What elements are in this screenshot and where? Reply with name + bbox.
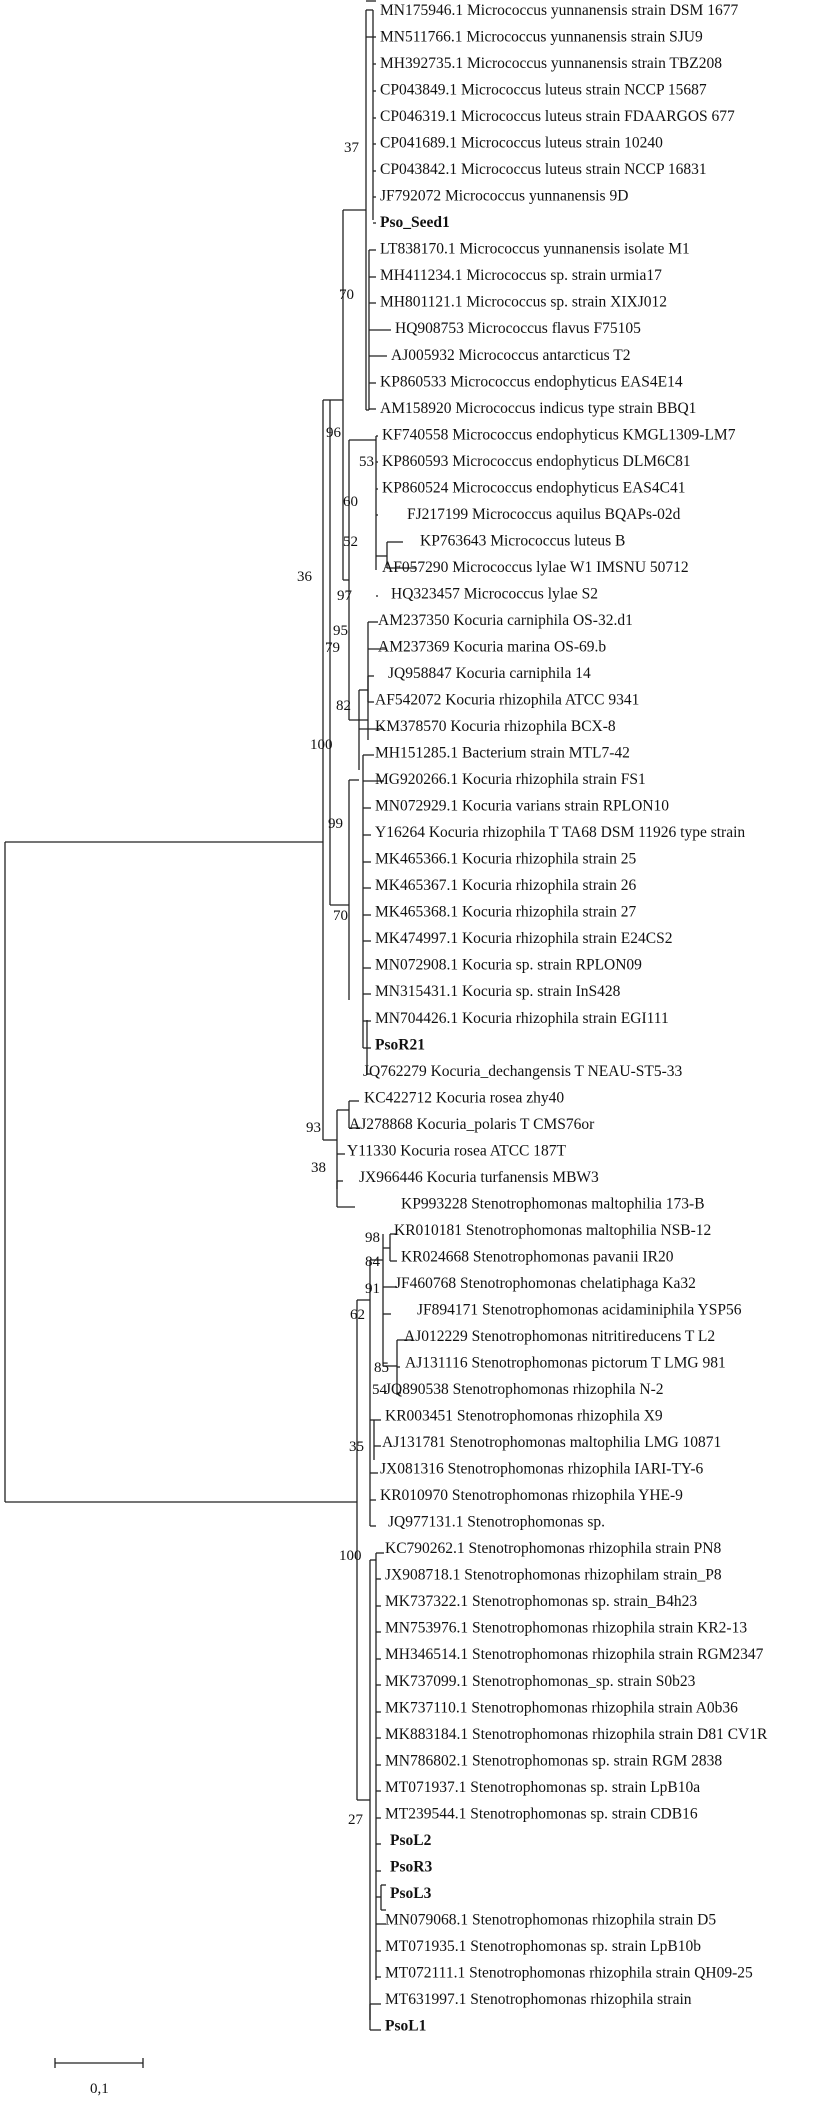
isolate-label: PsoR21 [375,1036,425,1054]
taxon-label: JQ958847 Kocuria carniphila 14 [388,665,591,682]
taxon-label: KM378570 Kocuria rhizophila BCX-8 [375,718,616,735]
taxon-label: AM158920 Micrococcus indicus type strain BBQ1 [380,399,697,417]
taxon-label: CP043842.1 Micrococcus luteus strain NCCP 16831 [380,161,707,179]
taxon-label: MK737110.1 Stenotrophomonas rhizophila strain A0b36 [385,1699,738,1717]
taxon-label: MT239544.1 Stenotrophomonas sp. strain CDB16 [385,1805,698,1823]
taxon-label: KF740558 Micrococcus endophyticus KMGL1309-LM7 [382,426,736,444]
taxon-label: JX081316 Stenotrophomonas rhizophila IARI-TY-6 [380,1460,704,1478]
taxon-label: KR010970 Stenotrophomonas rhizophila YHE-9 [380,1487,683,1505]
taxon-label: JF792072 Micrococcus yunnanensis 9D [380,187,629,205]
taxon-label: MK465366.1 Kocuria rhizophila strain 25 [375,850,637,868]
taxon-labels [347,2,768,2035]
taxon-label: MN753976.1 Stenotrophomonas rhizophila strain KR2-13 [385,1619,748,1637]
taxon-label: AJ005932 Micrococcus antarcticus T2 [391,346,631,364]
taxon-label: MH801121.1 Micrococcus sp. strain XIXJ012 [380,293,667,311]
bootstrap-value: 98 [365,1230,380,1246]
bootstrap-value: 70 [339,287,354,303]
taxon-label: MN704426.1 Kocuria rhizophila strain EGI111 [375,1009,669,1027]
taxon-label: KP860533 Micrococcus endophyticus EAS4E14 [380,373,683,391]
bootstrap-value: 93 [306,1120,321,1136]
taxon-label: KR024668 Stenotrophomonas pavanii IR20 [401,1248,674,1266]
taxon-label: LT838170.1 Micrococcus yunnanensis isolate M1 [380,240,690,258]
taxon-label: JQ890538 Stenotrophomonas rhizophila N-2 [385,1381,664,1398]
tree-branches [5,1,416,2030]
taxon-label: JX908718.1 Stenotrophomonas rhizophilam strain_P8 [385,1566,722,1584]
taxon-label: AJ131781 Stenotrophomonas maltophilia LMG 10871 [382,1434,722,1452]
bootstrap-value: 38 [311,1160,326,1176]
taxon-label: MN079068.1 Stenotrophomonas rhizophila strain D5 [385,1911,717,1929]
taxon-label: MN315431.1 Kocuria sp. strain InS428 [375,983,621,1001]
taxon-label: MH392735.1 Micrococcus yunnanensis strain TBZ208 [380,55,722,72]
taxon-label: KP763643 Micrococcus luteus B [420,532,626,550]
taxon-label: AF542072 Kocuria rhizophila ATCC 9341 [375,691,640,709]
taxon-label: KP993228 Stenotrophomonas maltophilia 173-B [401,1195,705,1213]
bootstrap-value: 37 [344,140,359,156]
taxon-label: AJ131116 Stenotrophomonas pictorum T LMG 981 [405,1354,726,1372]
taxon-label: MT071935.1 Stenotrophomonas sp. strain LpB10b [385,1938,702,1955]
taxon-label: MK465368.1 Kocuria rhizophila strain 27 [375,903,637,921]
bootstrap-value: 54 [372,1382,387,1398]
taxon-label: JF894171 Stenotrophomonas acidaminiphila YSP56 [417,1301,742,1319]
taxon-label: AM237350 Kocuria carniphila OS-32.d1 [378,612,633,629]
taxon-label: JQ762279 Kocuria_dechangensis T NEAU-ST5-33 [363,1062,683,1080]
taxon-label: MH411234.1 Micrococcus sp. strain urmia17 [380,267,662,285]
bootstrap-value: 97 [337,588,352,604]
bootstrap-value: 85 [374,1360,389,1376]
taxon-label: HQ323457 Micrococcus lylae S2 [391,585,599,603]
taxon-label: JX966446 Kocuria turfanensis MBW3 [359,1168,599,1186]
bootstrap-value: 60 [343,494,358,510]
isolate-label: Pso_Seed1 [380,214,450,232]
taxon-label: MH346514.1 Stenotrophomonas rhizophila strain RGM2347 [385,1646,764,1664]
bootstrap-value: 79 [325,640,340,656]
taxon-label: JF460768 Stenotrophomonas chelatiphaga Ka32 [395,1275,696,1292]
bootstrap-value: 100 [310,737,333,753]
taxon-label: KC422712 Kocuria rosea zhy40 [364,1089,565,1107]
bootstrap-value: 95 [333,623,348,639]
taxon-label: KR003451 Stenotrophomonas rhizophila X9 [385,1407,663,1425]
bootstrap-value: 27 [348,1812,363,1828]
bootstrap-value: 52 [343,534,358,550]
taxon-label: MK474997.1 Kocuria rhizophila strain E24CS2 [375,930,673,948]
bootstrap-value: 53 [359,454,374,470]
taxon-label: CP043849.1 Micrococcus luteus strain NCCP 15687 [380,81,707,99]
bootstrap-value: 36 [297,569,312,585]
taxon-label: HQ908753 Micrococcus flavus F75105 [395,320,641,338]
taxon-label: MN072929.1 Kocuria varians strain RPLON10 [375,797,670,815]
taxon-label: MK465367.1 Kocuria rhizophila strain 26 [375,877,637,895]
taxon-label: MN175946.1 Micrococcus yunnanensis strain DSM 1677 [380,2,739,19]
taxon-label: MG920266.1 Kocuria rhizophila strain FS1 [375,771,646,789]
bootstrap-value: 99 [328,816,343,832]
taxon-label: KP860524 Micrococcus endophyticus EAS4C41 [382,479,686,497]
isolate-label: PsoL3 [390,1884,432,1902]
taxon-label: MH151285.1 Bacterium strain MTL7-42 [375,744,630,762]
taxon-label: Y11330 Kocuria rosea ATCC 187T [347,1142,566,1160]
taxon-label: MN511766.1 Micrococcus yunnanensis strain SJU9 [380,28,703,46]
taxon-label: MK883184.1 Stenotrophomonas rhizophila strain D81 CV1R [385,1725,768,1743]
isolate-label: PsoL1 [385,2017,427,2035]
bootstrap-value: 96 [326,425,341,441]
isolate-label: PsoL2 [390,1831,432,1849]
bootstrap-value: 70 [333,908,348,924]
taxon-label: CP041689.1 Micrococcus luteus strain 10240 [380,134,663,152]
taxon-label: FJ217199 Micrococcus aquilus BQAPs-02d [407,505,681,523]
taxon-label: JQ977131.1 Stenotrophomonas sp. [388,1513,605,1531]
bootstrap-value: 91 [365,1281,380,1297]
taxon-label: MK737099.1 Stenotrophomonas_sp. strain S0b23 [385,1672,696,1690]
bootstrap-value: 84 [365,1254,380,1270]
bootstrap-value: 35 [349,1439,364,1455]
taxon-label: MK737322.1 Stenotrophomonas sp. strain_B4h23 [385,1593,698,1611]
taxon-label: Y16264 Kocuria rhizophila T TA68 DSM 11926 type strain [375,824,746,842]
taxon-label: MT072111.1 Stenotrophomonas rhizophila strain QH09-25 [385,1964,753,1982]
isolate-label: PsoR3 [390,1858,433,1876]
bootstrap-value: 62 [350,1307,365,1323]
taxon-label: AJ012229 Stenotrophomonas nitritireducens T L2 [404,1328,716,1345]
taxon-label: MT071937.1 Stenotrophomonas sp. strain LpB10a [385,1778,701,1796]
taxon-label: MN072908.1 Kocuria sp. strain RPLON09 [375,956,642,974]
taxon-label: AJ278868 Kocuria_polaris T CMS76or [349,1115,595,1133]
bootstrap-value: 100 [339,1548,362,1564]
taxon-label: MT631997.1 Stenotrophomonas rhizophila strain [385,1991,692,2008]
taxon-label: AF057290 Micrococcus lylae W1 IMSNU 50712 [382,558,689,576]
scale-bar-label: 0,1 [90,2081,109,2097]
taxon-label: KP860593 Micrococcus endophyticus DLM6C81 [382,452,691,470]
bootstrap-value: 82 [336,698,351,714]
taxon-label: KC790262.1 Stenotrophomonas rhizophila strain PN8 [385,1540,722,1558]
taxon-label: KR010181 Stenotrophomonas maltophilia NSB-12 [394,1221,712,1239]
taxon-label: MN786802.1 Stenotrophomonas sp. strain RGM 2838 [385,1752,723,1770]
taxon-label: AM237369 Kocuria marina OS-69.b [378,638,607,656]
taxon-label: CP046319.1 Micrococcus luteus strain FDAARGOS 677 [380,108,735,126]
scale-bar [55,2058,143,2097]
